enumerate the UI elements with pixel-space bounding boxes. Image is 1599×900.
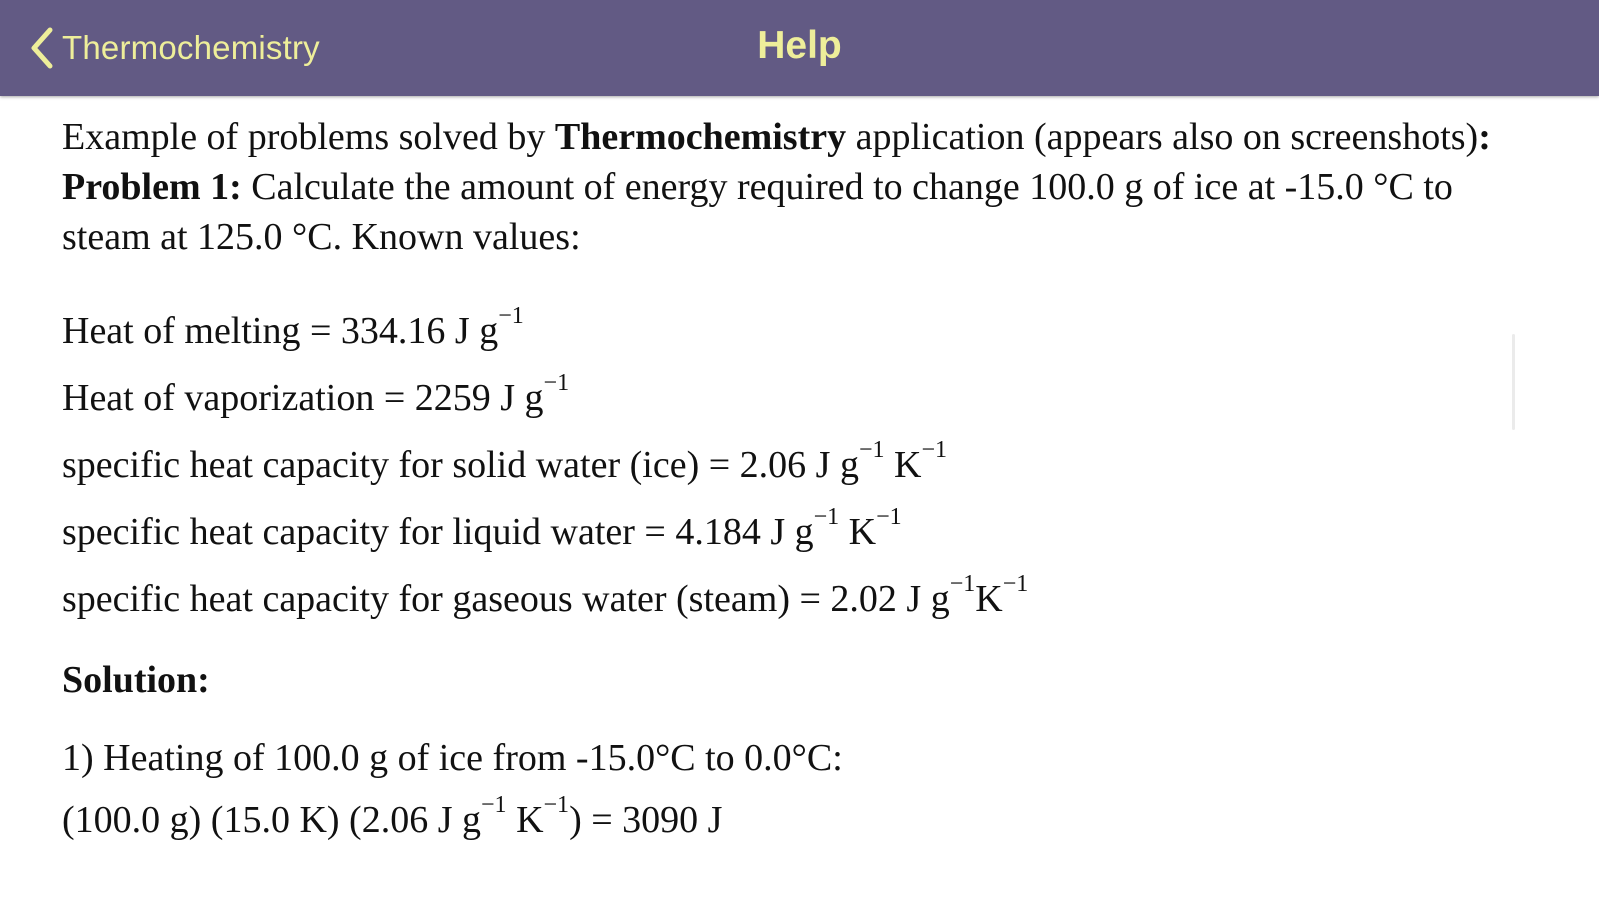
chevron-left-icon[interactable] bbox=[26, 24, 58, 72]
help-content bbox=[62, 112, 1536, 856]
value-specific-heat-liquid bbox=[62, 501, 1536, 568]
scroll-indicator[interactable] bbox=[1512, 334, 1515, 430]
value-specific-heat-ice bbox=[62, 434, 1536, 501]
exponent: −1 bbox=[543, 370, 570, 396]
exponent: −1 bbox=[1002, 571, 1029, 597]
solution-heading: Solution: bbox=[62, 659, 210, 701]
value-text: Heat of vaporization = 2259 J g bbox=[62, 377, 544, 419]
step-1-heading: 1) Heating of 100.0 g of ice from -15.0°C to 0.0°C: bbox=[62, 737, 843, 779]
step-1-calculation bbox=[62, 789, 1536, 856]
problem-text: Calculate the amount of energy required to change 100.0 g of ice at -15.0 °C to steam at 125.0 °C. Known values: bbox=[62, 166, 1453, 258]
value-specific-heat-steam bbox=[62, 568, 1536, 635]
exponent: −1 bbox=[813, 504, 840, 530]
exponent: −1 bbox=[543, 792, 570, 818]
value-heat-of-melting bbox=[62, 300, 1536, 367]
page-title: Help bbox=[757, 24, 842, 67]
calc-result: ) = 3090 J bbox=[569, 799, 723, 841]
intro-colon: : bbox=[1478, 116, 1491, 158]
intro-text-before: Example of problems solved by bbox=[62, 116, 546, 158]
value-heat-of-vaporization bbox=[62, 367, 1536, 434]
exponent: −1 bbox=[949, 571, 976, 597]
exponent: −1 bbox=[498, 303, 524, 329]
value-text: specific heat capacity for solid water (ice) = 2.06 J g bbox=[62, 444, 859, 486]
intro-app-name: Thermochemistry bbox=[554, 116, 847, 158]
unit-kelvin: K bbox=[506, 799, 544, 841]
exponent: −1 bbox=[876, 504, 902, 530]
problem-label: Problem 1: bbox=[62, 166, 242, 208]
intro-paragraph bbox=[62, 112, 1536, 162]
exponent: −1 bbox=[921, 437, 947, 463]
unit-kelvin: K bbox=[975, 578, 1003, 620]
value-text: Heat of melting = 334.16 J g bbox=[62, 310, 499, 352]
exponent: −1 bbox=[858, 437, 885, 463]
unit-kelvin: K bbox=[884, 444, 922, 486]
value-text: specific heat capacity for liquid water = 4.184 J g bbox=[62, 511, 814, 553]
value-text: specific heat capacity for gaseous water (steam) = 2.02 J g bbox=[62, 578, 950, 620]
calc-text: (100.0 g) (15.0 K) (2.06 J g bbox=[62, 799, 482, 841]
navigation-bar bbox=[0, 0, 1599, 96]
intro-text-after: application (appears also on screenshots) bbox=[855, 116, 1479, 158]
back-button[interactable] bbox=[26, 22, 320, 74]
problem-statement bbox=[62, 162, 1536, 262]
unit-kelvin: K bbox=[839, 511, 877, 553]
solution-steps bbox=[62, 727, 1536, 856]
known-values-list bbox=[62, 300, 1536, 635]
exponent: −1 bbox=[481, 792, 507, 818]
back-button-label[interactable]: Thermochemistry bbox=[62, 29, 320, 66]
